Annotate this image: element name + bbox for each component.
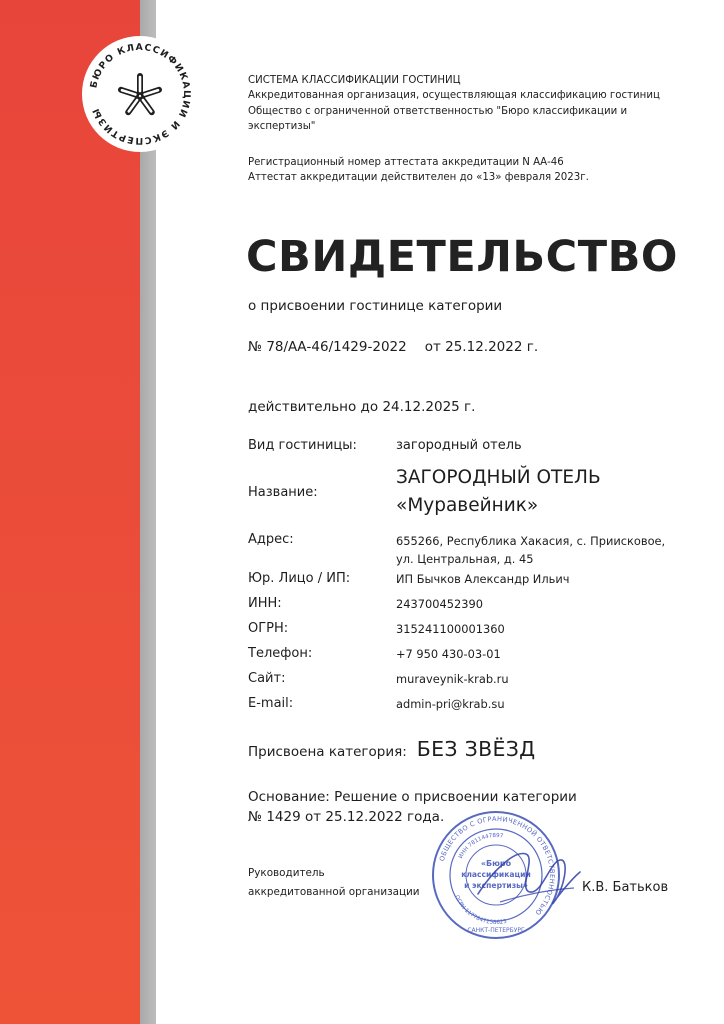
hotel-type-label: Вид гостиницы: xyxy=(248,438,357,453)
bureau-logo xyxy=(80,34,200,154)
signatory-line1: Руководитель xyxy=(248,867,325,879)
accreditation-info xyxy=(248,155,589,186)
category-label: Присвоена категория: xyxy=(248,744,407,760)
signatory-line2: аккредитованной организации xyxy=(248,886,420,898)
stamp-inn: ИНН 7811447897 xyxy=(458,832,504,860)
hotel-name-line1: ЗАГОРОДНЫЙ ОТЕЛЬ xyxy=(396,467,601,488)
address-line1: 655266, Республика Хакасия, с. Приисковое, xyxy=(396,534,666,548)
issuer-name: Общество с ограниченной ответственностью "Бюро классификации и xyxy=(248,105,628,117)
ogrn-value: 315241100001360 xyxy=(396,622,505,636)
hotel-name-label: Название: xyxy=(248,485,318,500)
address-line2: ул. Центральная, д. 45 xyxy=(396,552,534,566)
stamp-center-line1: «Бюро xyxy=(480,859,512,868)
certificate-date: от 25.12.2022 г. xyxy=(424,339,539,355)
system-title: СИСТЕМА КЛАССИФИКАЦИИ ГОСТИНИЦ xyxy=(248,75,461,86)
email-label: E-mail: xyxy=(248,696,294,711)
email-value: admin-pri@krab.su xyxy=(396,697,505,711)
hotel-name-value xyxy=(396,464,601,520)
certificate-number-line xyxy=(248,339,538,355)
category-line xyxy=(248,737,536,761)
accreditation-validity: Аттестат аккредитации действителен до «13» февраля 2023г. xyxy=(248,172,589,184)
validity-date: действительно до 24.12.2025 г. xyxy=(248,399,476,415)
website-value: muraveynik-krab.ru xyxy=(396,672,509,686)
phone-value: +7 950 430-03-01 xyxy=(396,647,501,661)
phone-label: Телефон: xyxy=(248,646,313,661)
ogrn-label: ОГРН: xyxy=(248,621,289,636)
issuer-header xyxy=(248,73,660,134)
entity-value: ИП Бычков Александр Ильич xyxy=(396,572,570,586)
certificate-title: СВИДЕТЕЛЬСТВО xyxy=(246,232,678,282)
inn-label: ИНН: xyxy=(248,596,282,611)
hotel-type-value: загородный отель xyxy=(396,438,522,453)
stamp-center-line2: классификации xyxy=(461,870,531,879)
address-label: Адрес: xyxy=(248,532,294,547)
logo-ring-text: БЮРО КЛАССИФИКАЦИИ И ЭКСПЕРТИЗЫ xyxy=(88,41,193,147)
stamp-ogrn: ОГРН 1177847158623 xyxy=(453,894,508,927)
handwritten-signature xyxy=(470,832,590,922)
basis-line1: Основание: Решение о присвоении категории xyxy=(248,789,577,805)
issuer-description: Аккредитованная организация, осуществляющая классификацию гостиниц xyxy=(248,90,660,102)
stamp-center-line3: и экспертизы» xyxy=(464,881,528,890)
signatory-name: К.В. Батьков xyxy=(582,880,669,895)
inn-value: 243700452390 xyxy=(396,597,483,611)
issuer-name-cont: экспертизы" xyxy=(248,120,316,132)
entity-label: Юр. Лицо / ИП: xyxy=(248,571,351,586)
basis-line2: № 1429 от 25.12.2022 года. xyxy=(248,809,445,825)
signatory-title xyxy=(248,864,420,902)
website-label: Сайт: xyxy=(248,671,286,686)
stamp-city: САНКТ-ПЕТЕРБУРГ xyxy=(467,927,525,934)
accreditation-number: Регистрационный номер аттестата аккредитации N АА-46 xyxy=(248,157,564,168)
certificate-subtitle: о присвоении гостинице категории xyxy=(248,298,503,314)
certificate-number: № 78/АА-46/1429-2022 xyxy=(248,339,407,355)
stamp-outer-text: ОБЩЕСТВО С ОГРАНИЧЕННОЙ ОТВЕТСТВЕННОСТЬЮ xyxy=(437,814,557,917)
category-value: БЕЗ ЗВЁЗД xyxy=(416,737,536,761)
address-value xyxy=(396,532,665,568)
hotel-name-line2: «Муравейник» xyxy=(396,495,539,516)
